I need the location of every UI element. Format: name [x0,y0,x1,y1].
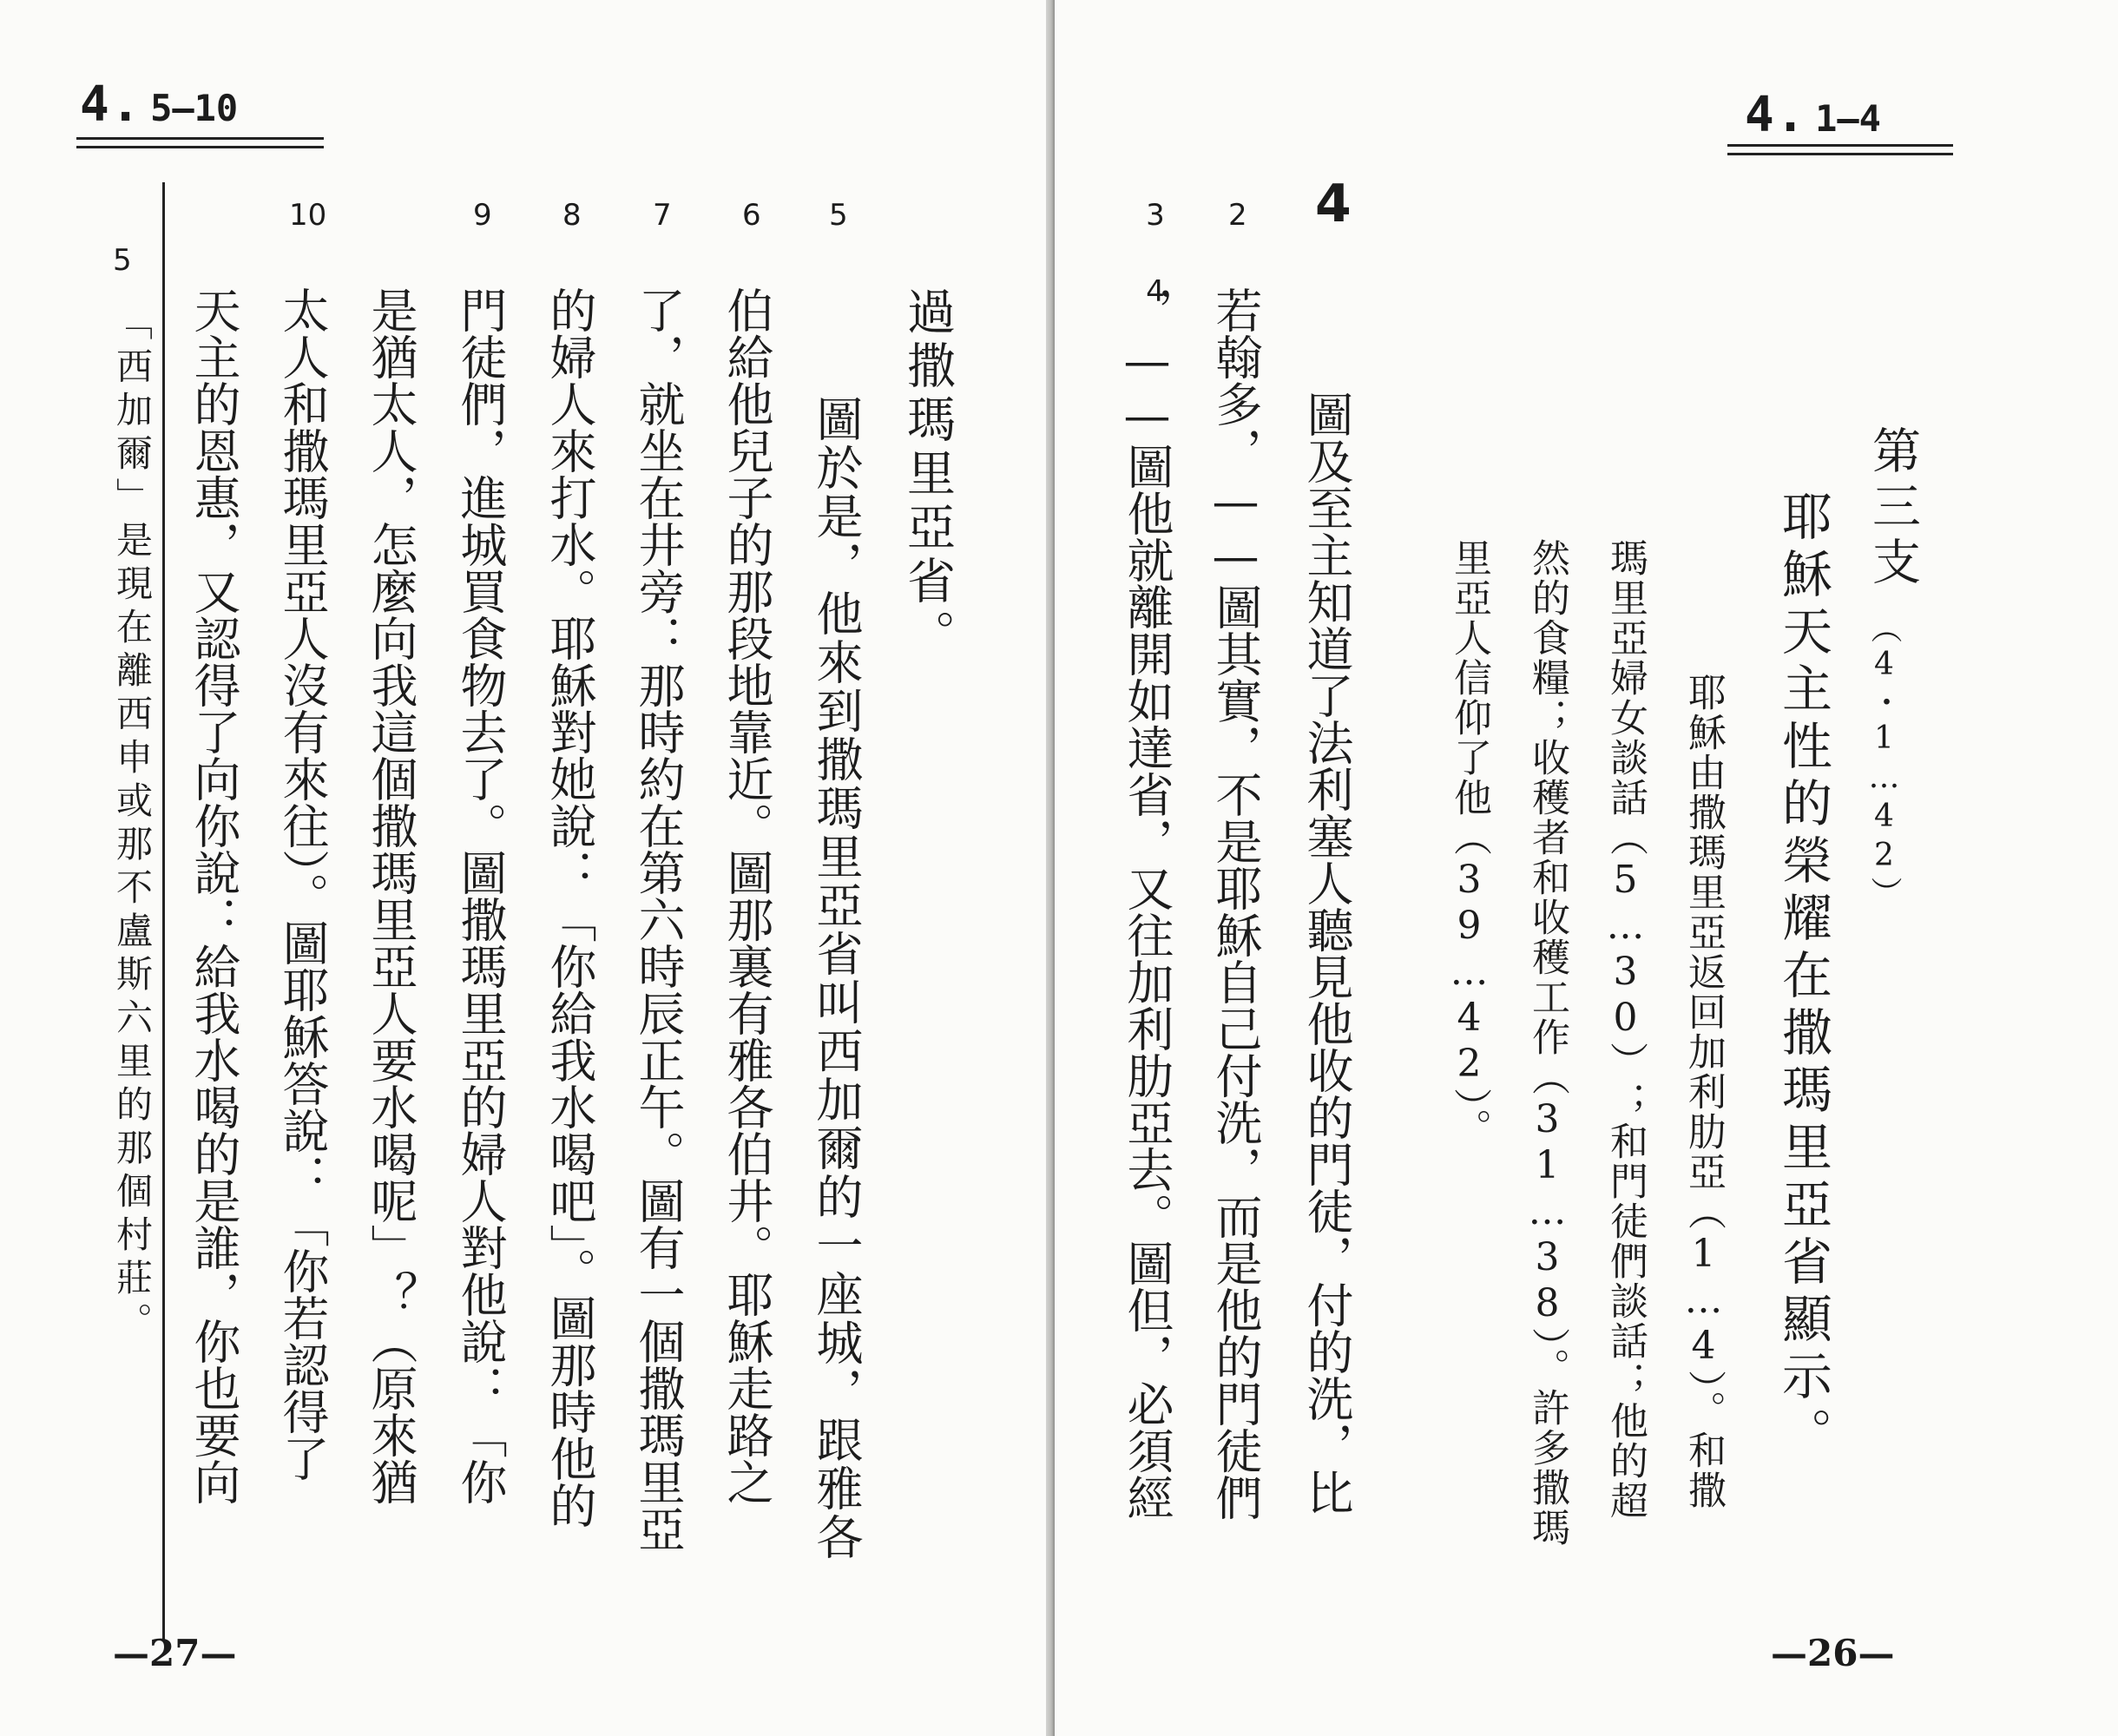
chapter-number: 4 [1315,174,1352,234]
left-header-rule [76,137,324,140]
section-label: 第三支 [1865,425,1921,592]
body-column: 過撒瑪里亞省。 [899,286,956,663]
line-number: 3 4 [1138,198,1173,312]
body-column: 圖於是，他來到撒瑪里亞省叫西加爾的一座城，跟雅各 [809,395,864,1562]
body-column: 是猶太人，怎麼向我這個撒瑪里亞人要水喝呢」？（原來猶 [364,286,418,1505]
body-column: 天主的恩惠，又認得了向你說：給我水喝的是誰，你也要向 [187,286,241,1505]
body-column: 太人和撒瑪里亞人沒有來往）。圖耶穌答說：「你若認得了 [275,286,330,1482]
body-column: 了，就坐在井旁：那時約在第六時辰正午。圖有一個撒瑪里亞 [631,286,686,1552]
summary-column: 耶穌由撒瑪里亞返回加利肋亞（1…4）。和撒 [1681,673,1726,1510]
left-page-header [80,76,238,133]
right-page-header [1745,87,1881,143]
line-number: 9 [473,198,492,233]
summary-column: 然的食糧；收穫者和收穫工作（31…38）。許多撒瑪 [1525,538,1569,1548]
section-title: 耶穌天主性的榮耀在撒瑪里亞省顯示。 [1773,490,1832,1464]
section-reference: （4・1…42） [1866,612,1902,911]
page-number: —27— [113,1632,237,1674]
footnote-text: 「西加爾」是現在離西申或那不盧斯六里的那個村莊。 [111,304,154,1345]
body-column: 門徒們，進城買食物去了。圖撒瑪里亞的婦人對他說：「你 [453,286,508,1505]
left-header-verses: 5—10 [150,87,239,129]
left-header-rule-2 [76,146,324,148]
summary-column: 里亞人信仰了他（39…42）。 [1447,538,1491,1148]
summary-column: 瑪里亞婦女談話（5…30）；和門徒們談話；他的超 [1603,538,1648,1521]
page-number: —26— [1771,1632,1895,1674]
line-number: 5 [829,198,848,233]
footnote-divider [162,182,165,1641]
left-header-chapter: 4. [80,76,142,133]
line-number: 8 [562,198,582,233]
line-number: 10 [289,198,327,233]
body-column: 伯給他兒子的那段地靠近。圖那裏有雅各伯井。耶穌走路之 [720,286,774,1505]
body-column: 圖及至主知道了法利塞人聽見他收的門徒，付的洗，比 [1299,391,1354,1516]
left-page [0,0,1046,1736]
footnote-number: 5 [113,243,132,278]
right-header-chapter: 4. [1745,87,1807,143]
right-header-rule-2 [1727,153,1953,155]
line-number: 2 [1228,198,1247,233]
body-column: 的婦人來打水。耶穌對她說：「你給我水喝吧」。圖那時他的 [543,286,597,1529]
right-header-rule [1727,144,1953,147]
right-header-verses: 1—4 [1815,97,1881,140]
line-number: 7 [653,198,672,233]
right-page [1055,0,2118,1736]
body-column: ，——圖他就離開如達省，又往加利肋亞去。圖但，必須經 [1120,286,1174,1521]
body-column: 若翰多，——圖其實，不是耶穌自己付洗，而是他的門徒們 [1208,286,1263,1521]
line-number: 6 [742,198,761,233]
